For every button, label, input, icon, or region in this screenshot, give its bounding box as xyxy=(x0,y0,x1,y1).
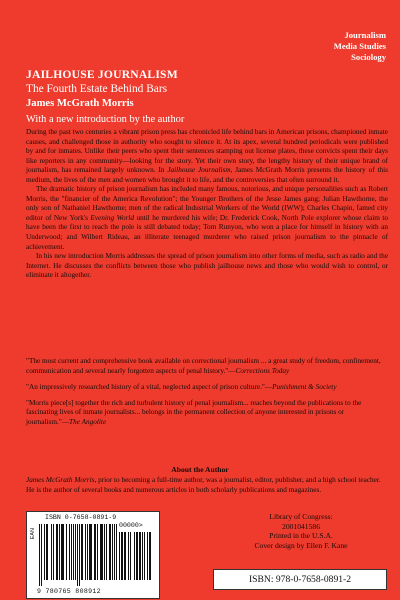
lccn-label: Library of Congress: xyxy=(269,512,333,521)
description-paragraph: The dramatic history of prison journalism has included many famous, notorious, and unique personalities such as Robert Morris, the "financier of the America Revolution"; the Younger Brothers of the Jesse James gang; Julian Hawthorne, the only son of Nathaniel Hawthorne; men of the radical Industrial Workers of the World (IWW); Charles Chapin, famed city editor of New York's Evening World until he murdered his wife; Dr. Frederick Cook, North Pole explorer whose claim to have been the first to reach the pole is still debated today; Tom Runyon, who won a place for himself in history with an Underwood; and Wilbert Rideau, an illiterate teenaged murderer who raised prison journalism to the pinnacle of achievement. xyxy=(26,185,388,251)
book-description xyxy=(26,128,388,281)
review-quotes xyxy=(26,357,388,434)
review-quote: "Morris piece[s] together the rich and turbulent history of penal journalism... reaches beyond the publications to the fascinating lives of inmate journalists... belongs in the permanent collection of anyone interested in prisons or journalism."—The Angolite xyxy=(26,398,362,426)
barcode-bars xyxy=(39,524,117,586)
subject-sociology: Sociology xyxy=(351,52,386,62)
barcode-isbn10: ISBN 0-7658-0891-9 xyxy=(45,514,117,521)
about-author-heading: About the Author xyxy=(171,465,229,474)
barcode xyxy=(26,511,160,599)
review-quote: "The most current and comprehensive book available on correctional journalism ... a great study of freedom, confinement, communication and several nearly forgotten aspects of penal history."—Corrections Today xyxy=(26,357,381,375)
book-title: JAILHOUSE JOURNALISM xyxy=(26,68,178,81)
quote-source: The Angolite xyxy=(69,417,107,426)
ean-digits: 9 780765 808912 xyxy=(37,588,101,595)
quote-source: Corrections Today xyxy=(235,366,290,375)
lccn-number: 2001041586 xyxy=(282,521,320,531)
barcode-addon-digits: 00000> xyxy=(119,522,143,529)
intro-note: With a new introduction by the author xyxy=(26,114,185,125)
printed-in: Printed in the U.S.A. xyxy=(269,531,333,541)
about-author-text: James McGrath Morris, prior to becoming a full-time author, was a journalist, editor, publisher, and a high school teacher. He is the author of several books and numerous articles in both scholarly publications and magazines. xyxy=(26,476,381,494)
quote-source: Punishment & Society xyxy=(272,382,337,391)
description-paragraph: In his new introduction Morris addresses the spread of prison journalism into other forms of media, such as radio and the Internet. He discusses the conflicts between those who publish jailhouse news and those who would wish to control, or eliminate it altogether. xyxy=(26,252,388,280)
subject-journalism: Journalism xyxy=(344,30,386,40)
subject-categories xyxy=(334,30,386,63)
barcode-addon-bars xyxy=(119,532,151,586)
subject-media-studies: Media Studies xyxy=(333,41,386,51)
book-subtitle: The Fourth Estate Behind Bars xyxy=(26,83,168,95)
description-paragraph: During the past two centuries a vibrant prison press has chronicled life behind bars in American prisons, championed inmate causes, and challenged those in authority who sought to silence it. At its apex, several hundred periodicals were published by and for inmates. Unlike their peers who spent their sentences stamping out license plates, these convicts spent their days like reporters in any community—looking for the story. Yet their own story, the lengthy history of their unique brand of journalism, has remained largely unknown. In Jailhouse Journalism, James McGrath Morris presents the history of this medium, the lives of the men and women who brought it to life, and the controversies that often surround it. xyxy=(26,128,388,184)
cover-design-credit: Cover design by Ellen F. Kane xyxy=(254,540,348,550)
review-quote: "An impressively researched history of a vital, neglected aspect of prison culture."—Punishment & Society xyxy=(26,382,337,391)
ean-label: EAN xyxy=(30,528,36,540)
publication-info xyxy=(216,512,386,550)
isbn13-box: ISBN: 978-0-7658-0891-2 xyxy=(213,569,387,590)
book-author: James McGrath Morris xyxy=(26,98,134,109)
